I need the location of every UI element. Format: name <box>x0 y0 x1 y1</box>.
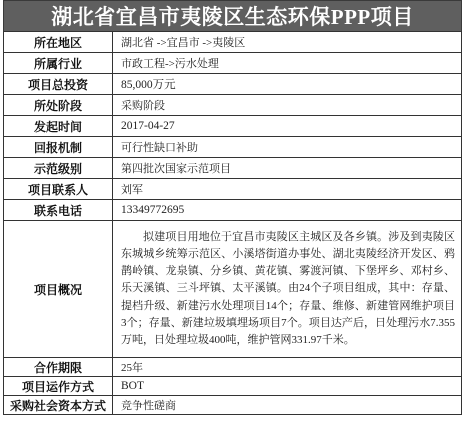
page-title: 湖北省宜昌市夷陵区生态环保PPP项目 <box>3 0 462 32</box>
table-row <box>4 221 462 358</box>
row-label-stage: 所处阶段 <box>4 95 113 116</box>
table-row <box>4 32 462 53</box>
table-row <box>4 137 462 158</box>
row-label-operation-mode: 项目运作方式 <box>4 377 113 396</box>
row-value-start-date: 2017-04-27 <box>113 116 462 137</box>
row-value-return-mechanism: 可行性缺口补助 <box>113 137 462 158</box>
table-row <box>4 377 462 396</box>
row-label-industry: 所属行业 <box>4 53 113 74</box>
row-value-procurement-method: 竞争性磋商 <box>113 396 462 415</box>
table-row <box>4 158 462 179</box>
row-value-contact-person: 刘军 <box>113 179 462 200</box>
row-label-procurement-method: 采购社会资本方式 <box>4 396 113 415</box>
table-row <box>4 95 462 116</box>
project-info-table <box>3 31 462 415</box>
table-row <box>4 396 462 415</box>
row-value-contact-phone: 13349772695 <box>113 200 462 221</box>
row-value-demo-level: 第四批次国家示范项目 <box>113 158 462 179</box>
row-value-overview: 拟建项目用地位于宜昌市夷陵区主城区及各乡镇。涉及到夷陵区东城城乡统筹示范区、小溪塔街道办事处、湖北夷陵经济开发区、鸦鹊岭镇、龙泉镇、分乡镇、黄花镇、雾渡河镇、下堡坪乡、邓村乡、乐天溪镇、三斗坪镇、太平溪镇。由24个子项目组成，其中：存量、提档升级、新建污水处理项目14个；存量、维修、新建管网维护项目3个；存量、新建垃圾填埋场项目7个。项目达产后，日处理污水7.355万吨，日处理垃圾400吨，维护管网331.97千米。 <box>113 221 462 358</box>
table-row <box>4 116 462 137</box>
row-value-total-investment: 85,000万元 <box>113 74 462 95</box>
row-label-cooperation-period: 合作期限 <box>4 358 113 377</box>
row-value-region: 湖北省 ->宜昌市 ->夷陵区 <box>113 32 462 53</box>
row-value-industry: 市政工程->污水处理 <box>113 53 462 74</box>
row-label-contact-phone: 联系电话 <box>4 200 113 221</box>
row-value-stage: 采购阶段 <box>113 95 462 116</box>
row-label-region: 所在地区 <box>4 32 113 53</box>
row-label-return-mechanism: 回报机制 <box>4 137 113 158</box>
row-label-demo-level: 示范级别 <box>4 158 113 179</box>
row-label-total-investment: 项目总投资 <box>4 74 113 95</box>
table-row <box>4 358 462 377</box>
table-row <box>4 179 462 200</box>
table-row <box>4 200 462 221</box>
row-value-cooperation-period: 25年 <box>113 358 462 377</box>
table-row <box>4 53 462 74</box>
row-label-overview: 项目概况 <box>4 221 113 358</box>
row-value-operation-mode: BOT <box>113 377 462 396</box>
table-row <box>4 74 462 95</box>
row-label-contact-person: 项目联系人 <box>4 179 113 200</box>
row-label-start-date: 发起时间 <box>4 116 113 137</box>
